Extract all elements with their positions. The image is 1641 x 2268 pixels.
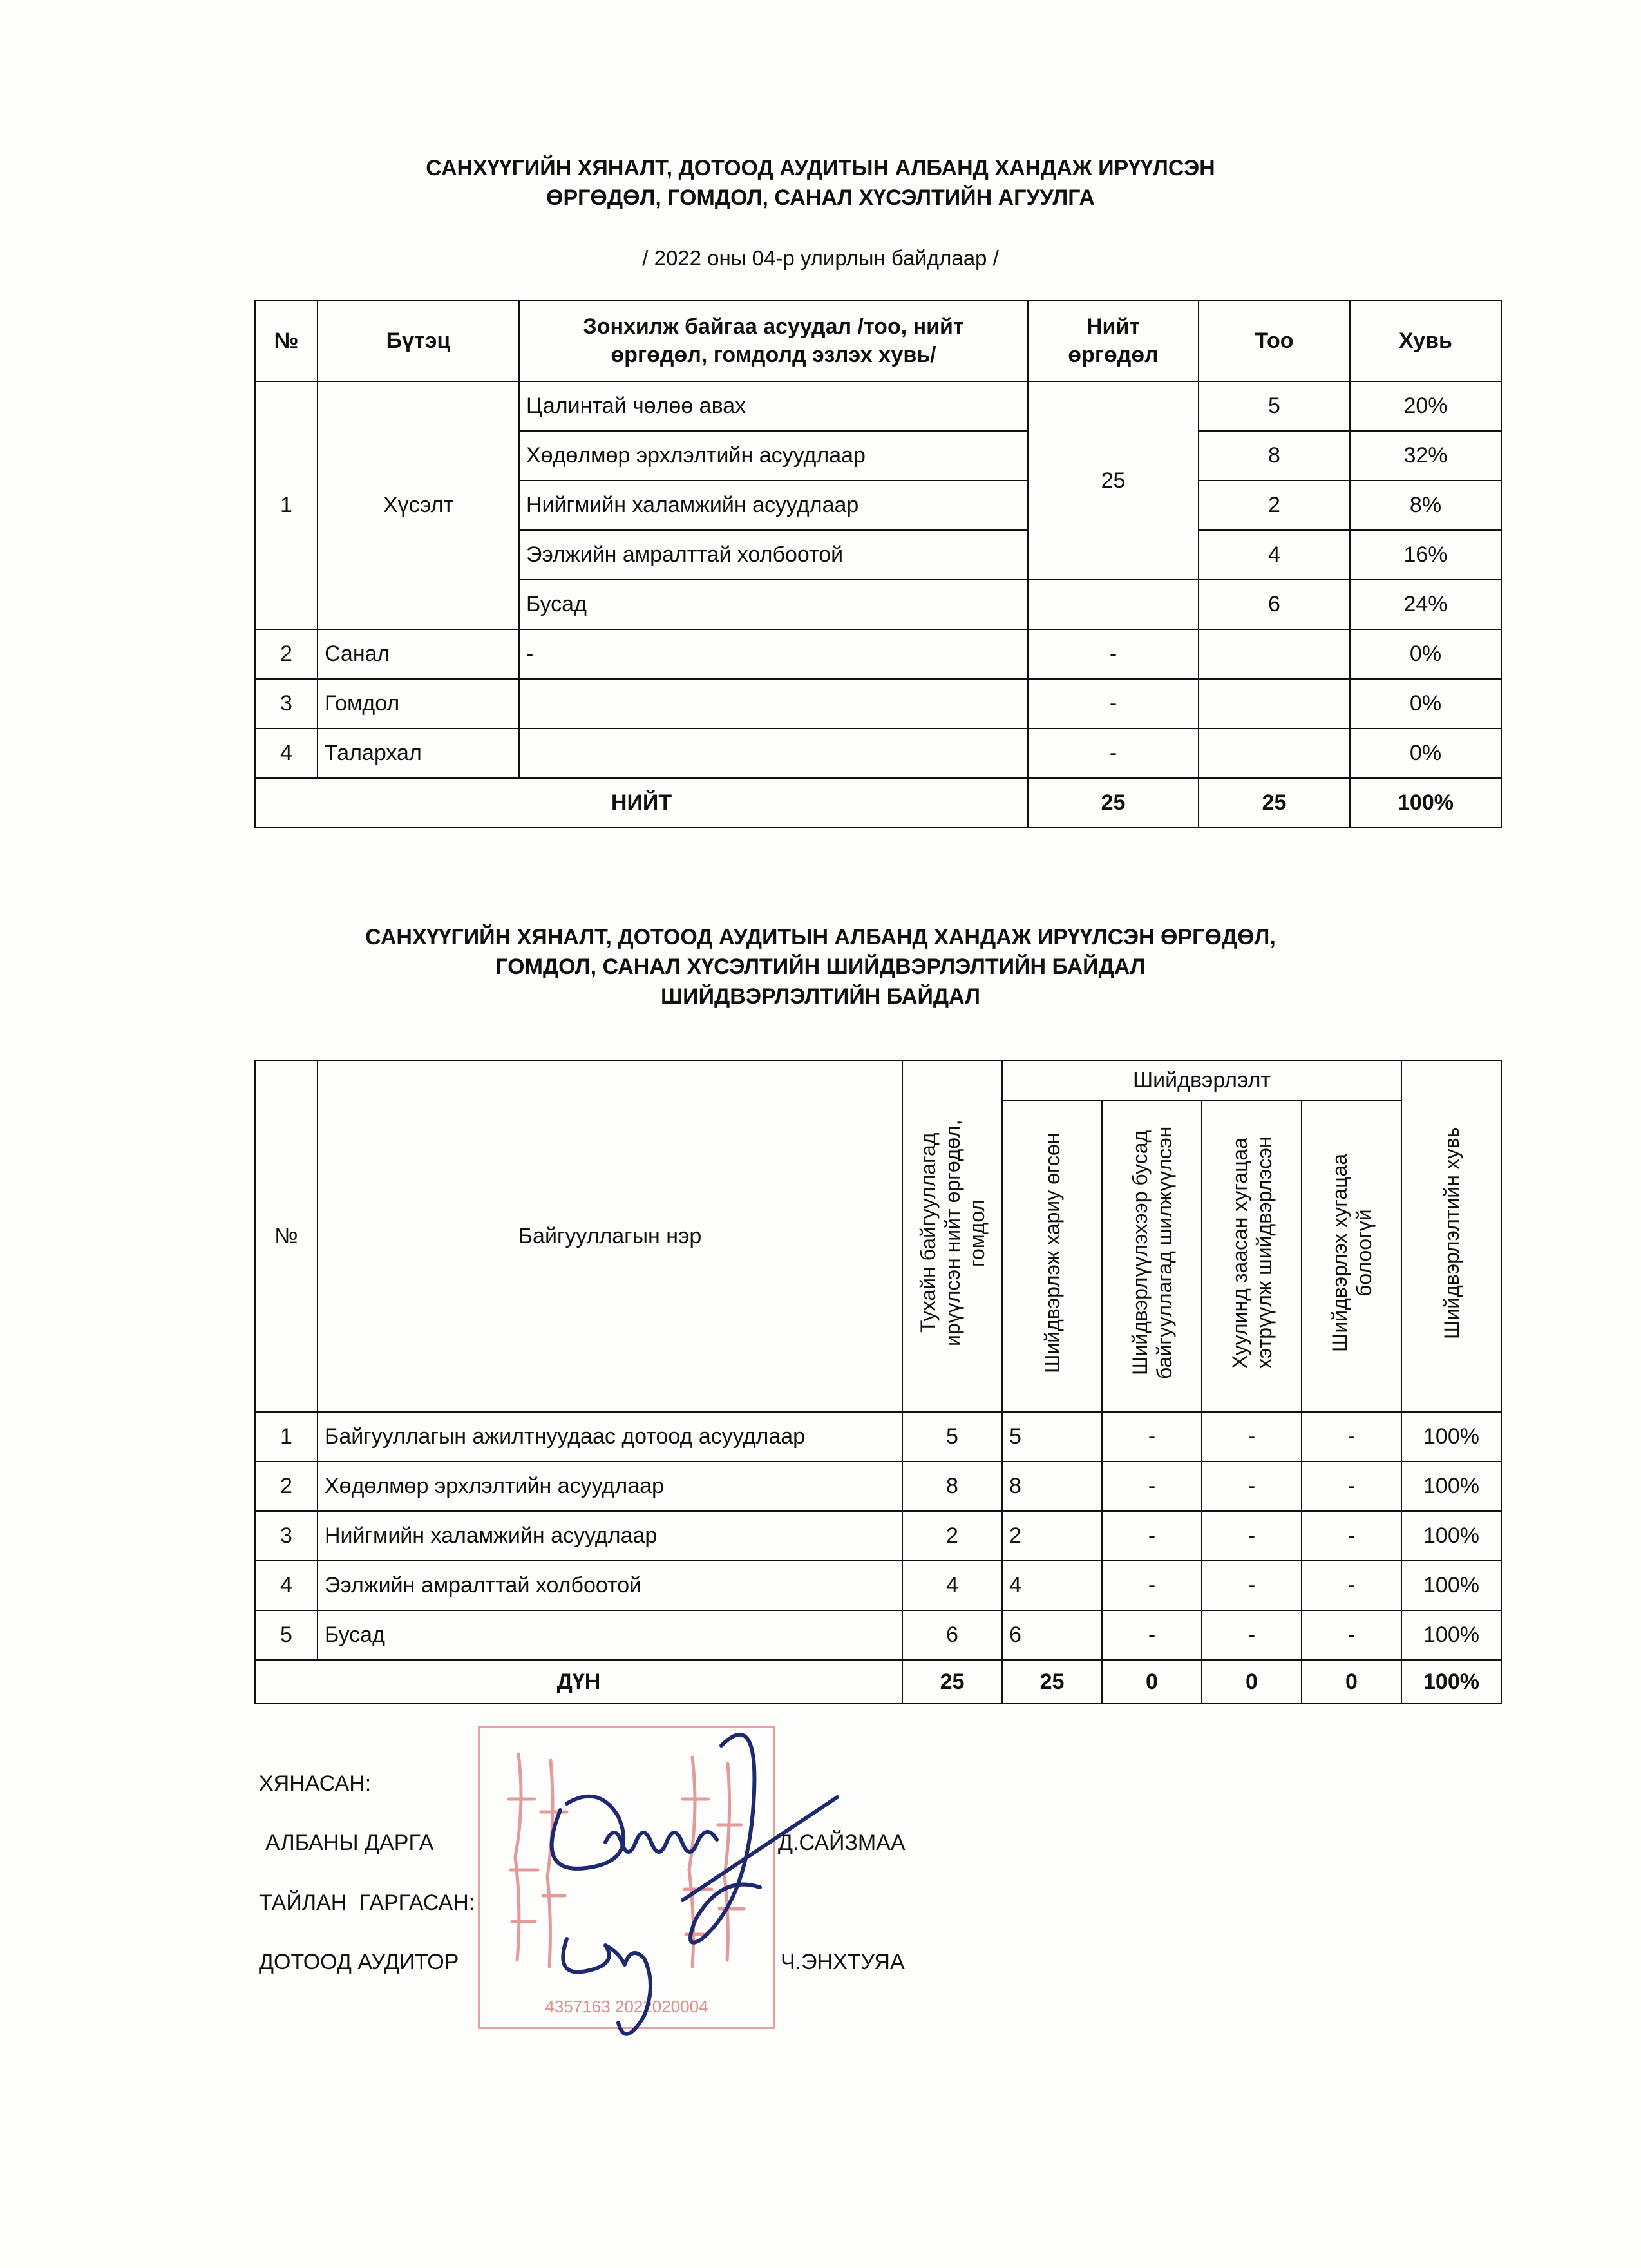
structure-cell: Талархал	[318, 729, 519, 778]
no-cell: 5	[255, 1610, 318, 1660]
no-cell: 3	[255, 1511, 318, 1561]
table2-title-line3: ШИЙДВЭРЛЭЛТИЙН БАЙДАЛ	[661, 984, 980, 1009]
table-row	[255, 1462, 1501, 1511]
sum-forwarded: 0	[1102, 1660, 1202, 1704]
table2-header-row	[255, 1060, 1501, 1100]
table-row	[255, 629, 1501, 679]
received-cell: 6	[902, 1610, 1002, 1660]
total-count: 25	[1199, 778, 1350, 828]
request-total: 25	[1028, 381, 1199, 580]
table-row	[255, 1511, 1501, 1561]
resolution-status-table	[254, 1060, 1502, 1704]
no-cell: 2	[255, 629, 318, 679]
not-due-cell: -	[1302, 1561, 1401, 1610]
org-name-cell: Бусад	[318, 1610, 902, 1660]
rate-cell: 100%	[1401, 1561, 1501, 1610]
head-name: Д.САЙЗМАА	[778, 1831, 906, 1855]
resolved-cell: 2	[1002, 1511, 1102, 1561]
forwarded-cell: -	[1102, 1610, 1202, 1660]
table1-header-total	[1028, 300, 1199, 381]
table2-header-overdue	[1202, 1100, 1302, 1412]
rate-cell: 100%	[1401, 1610, 1501, 1660]
rate-cell: 100%	[1401, 1462, 1501, 1511]
table1-total-row	[255, 778, 1501, 828]
no-cell: 2	[255, 1462, 318, 1511]
table1-header-total-line2: өргөдөл	[1068, 343, 1159, 367]
rate-header-text: Шийдвэрлэлтийн хувь	[1439, 1126, 1463, 1339]
not-due-cell: -	[1302, 1412, 1401, 1462]
not-due-cell: -	[1302, 1462, 1401, 1511]
table1-header-row	[255, 300, 1501, 381]
sum-overdue: 0	[1202, 1660, 1302, 1704]
percent-cell: 24%	[1350, 580, 1501, 629]
issue-cell	[519, 729, 1028, 778]
table1-header-total-line1: Нийт	[1086, 314, 1140, 339]
table2-header-resolved	[1002, 1100, 1102, 1412]
no-cell: 3	[255, 679, 318, 729]
count-cell: 8	[1199, 431, 1350, 481]
not-due-header-text: Шийдвэрлэх хугацаа болоогүй	[1327, 1153, 1376, 1352]
count-cell: 5	[1199, 381, 1350, 431]
forwarded-cell: -	[1102, 1561, 1202, 1610]
forwarded-cell: -	[1102, 1412, 1202, 1462]
overdue-cell: -	[1202, 1462, 1302, 1511]
issue-cell: -	[519, 629, 1028, 679]
request-no: 1	[255, 381, 318, 629]
count-cell: 4	[1199, 530, 1350, 580]
structure-cell: Санал	[318, 629, 519, 679]
issue-cell: Хөдөлмөр эрхлэлтийн асуудлаар	[519, 431, 1028, 481]
table-row	[255, 1412, 1501, 1462]
table2-title-line1: САНХҮҮГИЙН ХЯНАЛТ, ДОТООД АУДИТЫН АЛБАНД ХАНДАЖ ИРҮҮЛСЭН ӨРГӨДӨЛ,	[365, 925, 1276, 949]
received-cell: 4	[902, 1561, 1002, 1610]
rate-cell: 100%	[1401, 1412, 1501, 1462]
table1-subtitle: / 2022 оны 04-р улирлын байдлаар /	[642, 246, 999, 270]
table-row	[255, 679, 1501, 729]
not-due-cell: -	[1302, 1610, 1401, 1660]
overdue-cell: -	[1202, 1412, 1302, 1462]
issue-cell: Цалинтай чөлөө авах	[519, 381, 1028, 431]
table1-title	[0, 153, 1641, 213]
received-cell: 2	[902, 1511, 1002, 1561]
table2-header-resolution: Шийдвэрлэлт	[1002, 1060, 1401, 1100]
resolved-cell: 5	[1002, 1412, 1102, 1462]
org-name-cell: Ээлжийн амралттай холбоотой	[318, 1561, 902, 1610]
issue-cell: Нийгмийн халамжийн асуудлаар	[519, 481, 1028, 530]
table-row	[255, 381, 1501, 431]
rate-cell: 100%	[1401, 1511, 1501, 1561]
table2-header-not-due	[1302, 1100, 1401, 1412]
total-cell: -	[1028, 629, 1199, 679]
overdue-header-text: Хуулинд заасан хугацаа хэтрүүлж шийдвэрлэсэн	[1228, 1136, 1276, 1369]
total-cell: -	[1028, 679, 1199, 729]
no-cell: 1	[255, 1412, 318, 1462]
table2-title	[0, 922, 1641, 1011]
count-cell	[1199, 629, 1350, 679]
overdue-cell: -	[1202, 1610, 1302, 1660]
resolved-cell: 6	[1002, 1610, 1102, 1660]
table2-total-row	[255, 1660, 1501, 1704]
total-total: 25	[1028, 778, 1199, 828]
org-name-cell: Хөдөлмөр эрхлэлтийн асуудлаар	[318, 1462, 902, 1511]
forwarded-header-text: Шийдвэрлүүлэхээр бусад байгууллагад шилжүүлсэн	[1128, 1126, 1176, 1379]
resolved-cell: 4	[1002, 1561, 1102, 1610]
forwarded-cell: -	[1102, 1462, 1202, 1511]
table-row	[255, 1561, 1501, 1610]
issue-cell: Ээлжийн амралттай холбоотой	[519, 530, 1028, 580]
count-cell: 2	[1199, 481, 1350, 530]
percent-cell: 20%	[1350, 381, 1501, 431]
total-percent: 100%	[1350, 778, 1501, 828]
table1-header-issue-line2: өргөдөл, гомдолд эзлэх хувь/	[611, 343, 936, 367]
overdue-cell: -	[1202, 1561, 1302, 1610]
table2-header-received	[902, 1060, 1002, 1412]
sum-rate: 100%	[1401, 1660, 1501, 1704]
total-label: НИЙТ	[255, 778, 1028, 828]
overdue-cell: -	[1202, 1511, 1302, 1561]
table2-header-rate	[1401, 1060, 1501, 1412]
org-name-cell: Нийгмийн халамжийн асуудлаар	[318, 1511, 902, 1561]
structure-cell: Гомдол	[318, 679, 519, 729]
percent-cell: 32%	[1350, 431, 1501, 481]
stamp-number: 4357163 2022020004	[545, 1997, 708, 2016]
count-cell: 6	[1199, 580, 1350, 629]
reviewed-label: ХЯНАСАН:	[259, 1771, 372, 1796]
resolved-header-text: Шийдвэрлэж хариу өгсөн	[1040, 1132, 1064, 1373]
percent-cell: 0%	[1350, 729, 1501, 778]
table2-header-org: Байгууллагын нэр	[318, 1060, 902, 1412]
total-cell	[1028, 580, 1199, 629]
table1-title-line2: ӨРГӨДӨЛ, ГОМДОЛ, САНАЛ ХҮСЭЛТИЙН АГУУЛГА	[546, 186, 1095, 210]
total-cell: -	[1028, 729, 1199, 778]
table1-header-issue	[519, 300, 1028, 381]
request-structure: Хүсэлт	[318, 381, 519, 629]
org-name-cell: Байгууллагын ажилтнуудаас дотоод асуудлаар	[318, 1412, 902, 1462]
count-cell	[1199, 729, 1350, 778]
sum-label: ДҮН	[255, 1660, 902, 1704]
not-due-cell: -	[1302, 1511, 1401, 1561]
prepared-label: ТАЙЛАН ГАРГАСАН:	[259, 1891, 475, 1915]
table2-header-forwarded	[1102, 1100, 1202, 1412]
resolved-cell: 8	[1002, 1462, 1102, 1511]
no-cell: 4	[255, 1561, 318, 1610]
table1-header-no: №	[255, 300, 318, 381]
forwarded-cell: -	[1102, 1511, 1202, 1561]
table1-header-structure: Бүтэц	[318, 300, 519, 381]
sum-not-due: 0	[1302, 1660, 1401, 1704]
received-header-text: Тухайн байгууллагад ирүүлсэн нийт өргөдөл, гомдол	[916, 1119, 989, 1346]
auditor-name: Ч.ЭНХТУЯА	[781, 1950, 905, 1974]
auditor-title: ДОТООД АУДИТОР	[259, 1950, 459, 1974]
received-cell: 5	[902, 1412, 1002, 1462]
table1-title-line1: САНХҮҮГИЙН ХЯНАЛТ, ДОТООД АУДИТЫН АЛБАНД ХАНДАЖ ИРҮҮЛСЭН	[426, 156, 1215, 180]
head-title: АЛБАНЫ ДАРГА	[265, 1831, 434, 1855]
percent-cell: 0%	[1350, 679, 1501, 729]
sum-received: 25	[902, 1660, 1002, 1704]
table2-title-line2: ГОМДОЛ, САНАЛ ХҮСЭЛТИЙН ШИЙДВЭРЛЭЛТИЙН БАЙДАЛ	[495, 955, 1146, 979]
issue-cell	[519, 679, 1028, 729]
percent-cell: 16%	[1350, 530, 1501, 580]
table2-header-no: №	[255, 1060, 318, 1412]
table1-header-percent: Хувь	[1350, 300, 1501, 381]
issue-cell: Бусад	[519, 580, 1028, 629]
sum-resolved: 25	[1002, 1660, 1102, 1704]
percent-cell: 8%	[1350, 481, 1501, 530]
table1-header-count: Тоо	[1199, 300, 1350, 381]
percent-cell: 0%	[1350, 629, 1501, 679]
signature-scribbles	[489, 1707, 889, 2042]
no-cell: 4	[255, 729, 318, 778]
received-cell: 8	[902, 1462, 1002, 1511]
table-row	[255, 1610, 1501, 1660]
complaints-content-table	[254, 300, 1502, 828]
count-cell	[1199, 679, 1350, 729]
table-row	[255, 729, 1501, 778]
table1-header-issue-line1: Зонхилж байгаа асуудал /тоо, нийт	[583, 314, 964, 339]
